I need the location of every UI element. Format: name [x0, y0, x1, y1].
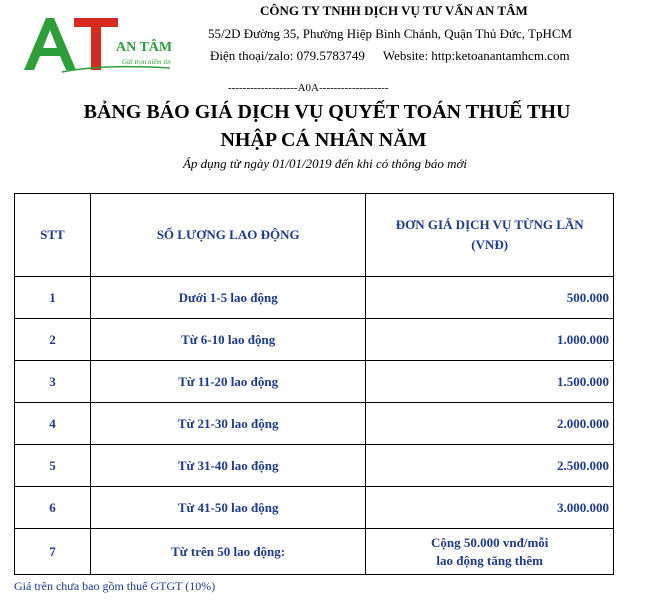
- header-price: ĐƠN GIÁ DỊCH VỤ TỪNG LẦN (VNĐ): [366, 194, 614, 277]
- table-row: [15, 319, 614, 361]
- row-price: [366, 529, 614, 575]
- page-title: [0, 98, 647, 154]
- row-price: 2.500.000: [366, 445, 614, 487]
- row-quantity: Từ 31-40 lao động: [90, 445, 366, 487]
- row-stt: 1: [15, 277, 91, 319]
- row-price: 3.000.000: [366, 487, 614, 529]
- table-row: [15, 361, 614, 403]
- row-quantity: Từ 21-30 lao động: [90, 403, 366, 445]
- row-price-line-2: lao động tăng thêm: [436, 552, 543, 568]
- logo-tagline: Gửi trọn niềm tin: [122, 58, 171, 66]
- row-stt: 6: [15, 487, 91, 529]
- row-quantity: Từ 41-50 lao động: [90, 487, 366, 529]
- table-row: [15, 529, 614, 575]
- header-stt: STT: [15, 194, 91, 277]
- header-quantity: SỐ LƯỢNG LAO ĐỘNG: [90, 194, 366, 277]
- logo-a-glyph: [24, 18, 76, 70]
- row-stt: 3: [15, 361, 91, 403]
- table-header-row: [15, 194, 614, 277]
- row-stt: 5: [15, 445, 91, 487]
- company-address: 55/2D Đường 35, Phường Hiệp Bình Chánh, Quận Thủ Đức, TpHCM: [208, 26, 573, 41]
- company-phone: Điện thoại/zalo: 079.5783749: [210, 48, 365, 63]
- company-contact: [210, 48, 570, 64]
- row-quantity: Từ trên 50 lao động:: [90, 529, 366, 575]
- price-table: [14, 193, 614, 575]
- logo-t-glyph: [74, 18, 118, 70]
- effective-date-note: Áp dụng từ ngày 01/01/2019 đến khi có thông báo mới: [182, 156, 468, 171]
- company-website: Website: http:ketoanantamhcm.com: [382, 48, 570, 63]
- table-row: [15, 487, 614, 529]
- table-row: [15, 403, 614, 445]
- table-body: [15, 277, 614, 529]
- title-line-1: BẢNG BÁO GIÁ DỊCH VỤ QUYẾT TOÁN THUẾ THU: [83, 101, 571, 123]
- company-name: CÔNG TY TNHH DỊCH VỤ TƯ VẤN AN TÂM: [260, 3, 528, 18]
- row-price: 1.000.000: [366, 319, 614, 361]
- row-price: 1.500.000: [366, 361, 614, 403]
- vat-note: Giá trên chưa bao gồm thuế GTGT (10%): [14, 579, 216, 593]
- logo-brand: AN TÂM: [116, 40, 173, 55]
- row-quantity: Từ 11-20 lao động: [90, 361, 366, 403]
- row-stt: 7: [15, 529, 91, 575]
- title-line-2: NHẬP CÁ NHÂN NĂM: [220, 129, 427, 151]
- table-row: [15, 445, 614, 487]
- company-logo: [22, 14, 172, 74]
- row-quantity: Từ 6-10 lao động: [90, 319, 366, 361]
- row-price-line-1: Cộng 50.000 vnđ/mỗi: [431, 534, 549, 550]
- row-stt: 4: [15, 403, 91, 445]
- row-quantity: Dưới 1-5 lao động: [90, 277, 366, 319]
- row-price: 500.000: [366, 277, 614, 319]
- row-price: 2.000.000: [366, 403, 614, 445]
- document-code: -------------------A0A-------------------: [228, 82, 389, 94]
- row-stt: 2: [15, 319, 91, 361]
- table-row: [15, 277, 614, 319]
